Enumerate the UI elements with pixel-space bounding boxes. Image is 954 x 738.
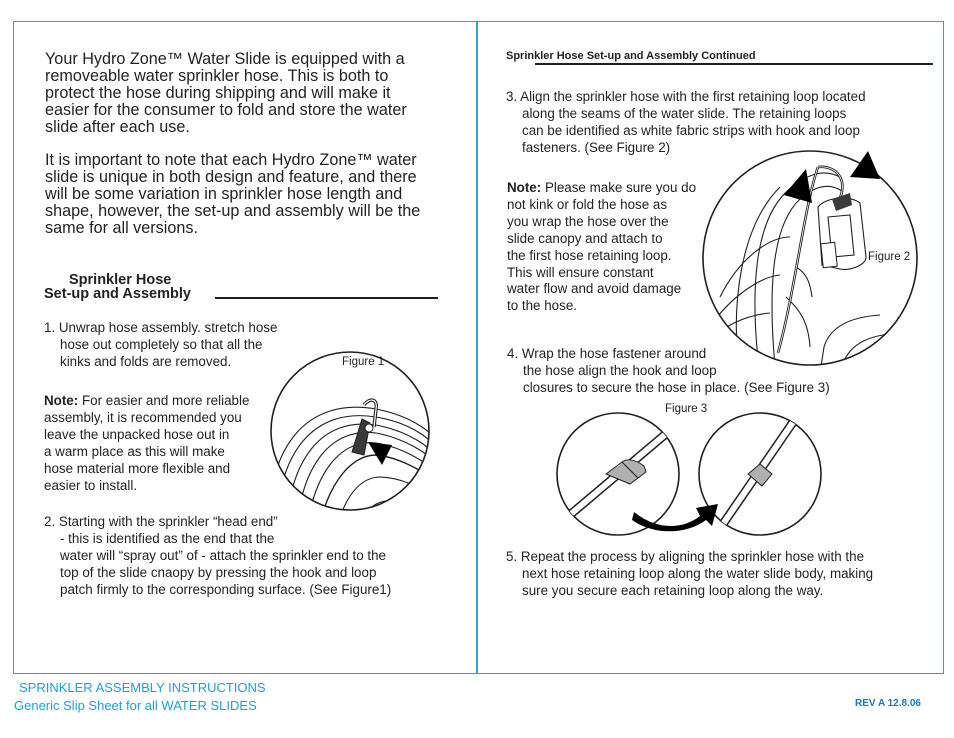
right-header: Sprinkler Hose Set-up and Assembly Continued: [506, 50, 756, 62]
note-label: Note:: [44, 393, 79, 408]
step-2: 2. Starting with the sprinkler “head end” - this is identified as the end that the water will “spray out” of - attach the sprinkler end to the top of the slide cnaopy by pressing the hook and loop patch firmly to the corresponding surface. (See Figure1): [44, 514, 392, 597]
revision-label: REV A 12.8.06: [855, 698, 921, 709]
footer-title: SPRINKLER ASSEMBLY INSTRUCTIONS: [19, 680, 266, 695]
section-title-line1: Sprinkler Hose: [69, 272, 172, 288]
note-2: Note: Please make sure you do not kink or fold the hose as you wrap the hose over the slide canopy and attach to the first hose retaining loop. This will ensure constant water flow and avoid damage to the hose.: [507, 180, 697, 314]
intro-paragraph-1: Your Hydro Zone™ Water Slide is equipped with a removeable water sprinkler hose. This is both to protect the hose during shipping and will make it easier for the consumer to fold and store the water slide after each use.: [45, 50, 407, 137]
figure-2-caption: Figure 2: [868, 251, 911, 263]
step-5: 5. Repeat the process by aligning the sprinkler hose with the next hose retaining loop along the water slide body, making sure you secure each retaining loop along the way.: [506, 549, 874, 598]
figure-3-caption: Figure 3: [665, 403, 708, 415]
section-title-rule: [215, 297, 438, 299]
note-1: Note: For easier and more reliable assembly, it is recommended you leave the unpacked hose out in a warm place as this will make hose material more flexible and easier to install.: [44, 393, 250, 493]
note-label: Note:: [507, 180, 542, 195]
step-1: 1. Unwrap hose assembly. stretch hose hose out completely so that all the kinks and folds are removed.: [44, 320, 278, 369]
figure-3-illustration: [552, 412, 882, 540]
footer-subtitle: Generic Slip Sheet for all WATER SLIDES: [14, 698, 257, 713]
step-4: 4. Wrap the hose fastener around the hose align the hook and loop closures to secure the hose in place. (See Figure 3): [507, 346, 830, 395]
right-header-rule: [535, 63, 933, 65]
intro-paragraph-2: It is important to note that each Hydro Zone™ water slide is unique in both design and feature, and there will be some variation in sprinkler hose length and shape, however, the set-up and assembly will be the same for all versions.: [45, 151, 421, 238]
section-title-line2: Set-up and Assembly: [44, 286, 191, 302]
step-3: 3. Align the sprinkler hose with the first retaining loop located along the seams of the water slide. The retaining loops can be identified as white fabric strips with hook and loop fasteners. (See Figure 2): [506, 89, 866, 155]
figure-1-caption: Figure 1: [342, 356, 385, 368]
